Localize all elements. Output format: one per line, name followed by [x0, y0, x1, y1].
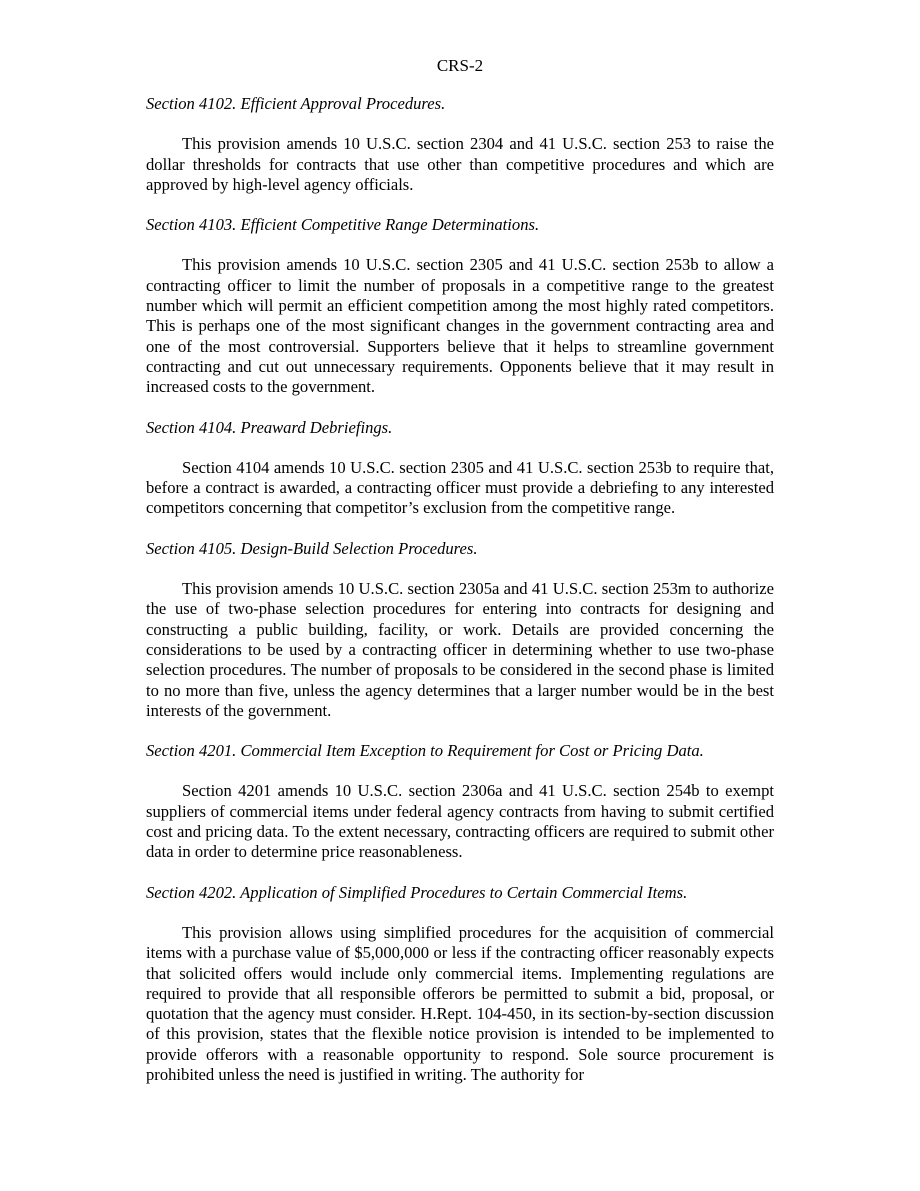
- document-body: [146, 94, 774, 1105]
- section-heading: Section 4104. Preaward Debriefings.: [146, 417, 393, 437]
- section-heading: Section 4202. Application of Simplified Procedures to Certain Commercial Items.: [146, 882, 688, 902]
- section-heading: Section 4201. Commercial Item Exception to Requirement for Cost or Pricing Data.: [146, 741, 704, 761]
- section-paragraph: Section 4104 amends 10 U.S.C. section 2305 and 41 U.S.C. section 253b to require that, before a contract is awarded, a contracting officer must provide a debriefing to any interested competitors concerning that competitor’s exclusion from the competitive range.: [146, 457, 774, 518]
- section-heading: Section 4105. Design-Build Selection Procedures.: [146, 538, 478, 558]
- section-paragraph: This provision amends 10 U.S.C. section 2305 and 41 U.S.C. section 253b to allow a contracting officer to limit the number of proposals in a competitive range to the greatest number which will permit an efficient competition among the most highly rated competitors. This is perhaps one of the most significant changes in the government contracting area and one of the most controversial. Supporters believe that it helps to streamline government contracting and cut out unnecessary requirements. Opponents believe that it may result in increased costs to the government.: [146, 255, 774, 397]
- page-number: CRS-2: [436, 56, 484, 75]
- section-paragraph: Section 4201 amends 10 U.S.C. section 2306a and 41 U.S.C. section 254b to exempt suppliers of commercial items under federal agency contracts from having to submit certified cost and pricing data. To the extent necessary, contracting officers are required to submit other data in order to determine price reasonableness.: [146, 781, 774, 862]
- section-heading: Section 4102. Efficient Approval Procedures.: [146, 94, 446, 113]
- section-paragraph: This provision amends 10 U.S.C. section 2305a and 41 U.S.C. section 253m to authorize the use of two-phase selection procedures for entering into contracts for designing and constructing a public building, facility, or work. Details are provided concerning the considerations to be used by a contracting officer in determining whether to use two-phase selection procedures. The number of proposals to be considered in the second phase is limited to no more than five, unless the agency determines that a larger number would be in the best interests of the government.: [146, 579, 774, 720]
- section-heading: Section 4103. Efficient Competitive Range Determinations.: [146, 215, 540, 235]
- section-paragraph: This provision amends 10 U.S.C. section 2304 and 41 U.S.C. section 253 to raise the dollar thresholds for contracts that use other than competitive procedures and which are approved by high-level agency officials.: [146, 134, 774, 194]
- section-paragraph: This provision allows using simplified procedures for the acquisition of commercial items with a purchase value of $5,000,000 or less if the contracting officer reasonably expects that solicited offers would include only commercial items. Implementing regulations are required to provide that all responsible offerors be permitted to submit a bid, proposal, or quotation that the agency must consider. H.Rept. 104-450, in its section-by-section discussion of this provision, states that the flexible notice provision is intended to be implemented to provide offerors with a reasonable opportunity to respond. Sole source procurement is prohibited unless the need is justified in writing. The authority for: [146, 922, 774, 1084]
